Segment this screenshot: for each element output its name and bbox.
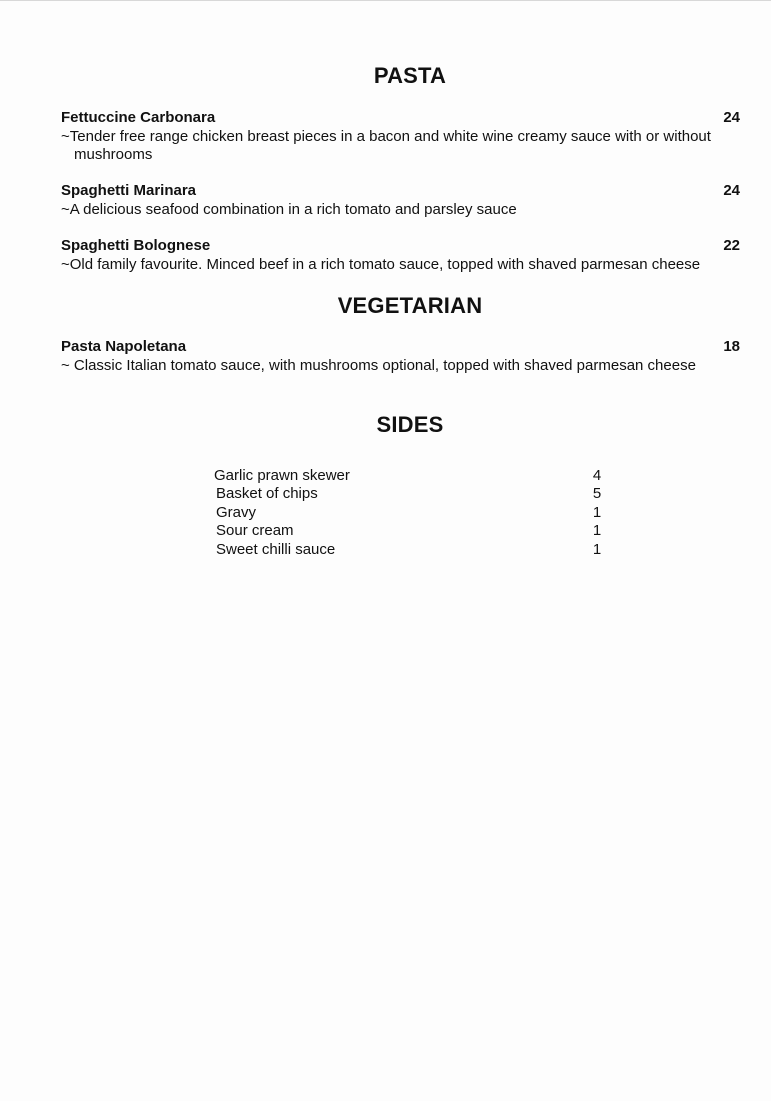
side-price: 1 (592, 522, 602, 539)
item-description: ~Old family favourite. Minced beef in a rich tomato sauce, topped with shaved parmesan cheese (61, 256, 701, 273)
pasta-heading: PASTA (373, 63, 447, 88)
side-name: Basket of chips (216, 485, 318, 502)
item-name: Spaghetti Marinara (61, 182, 197, 199)
item-description-line: ~Tender free range chicken breast pieces in a bacon and white wine creamy sauce with or without (61, 128, 711, 145)
item-name: Fettuccine Carbonara (61, 109, 216, 126)
side-price: 1 (592, 504, 602, 521)
side-price: 4 (592, 467, 602, 484)
item-name: Pasta Napoletana (61, 338, 187, 355)
item-description: ~A delicious seafood combination in a rich tomato and parsley sauce (61, 201, 517, 218)
side-price: 1 (592, 541, 602, 558)
vegetarian-heading: VEGETARIAN (337, 293, 483, 318)
item-price: 22 (723, 237, 740, 254)
side-name: Garlic prawn skewer (214, 467, 350, 484)
item-price: 24 (723, 182, 740, 199)
item-description-line: mushrooms (74, 146, 153, 163)
side-name: Sweet chilli sauce (216, 541, 336, 558)
item-description: ~ Classic Italian tomato sauce, with mushrooms optional, topped with shaved parmesan cheese (61, 357, 696, 374)
item-price: 18 (723, 338, 740, 355)
item-name: Spaghetti Bolognese (61, 237, 211, 254)
side-name: Gravy (216, 504, 257, 521)
side-price: 5 (592, 485, 602, 502)
side-name: Sour cream (216, 522, 294, 539)
item-price: 24 (723, 109, 740, 126)
sides-heading: SIDES (376, 412, 444, 437)
item-description (61, 128, 761, 164)
